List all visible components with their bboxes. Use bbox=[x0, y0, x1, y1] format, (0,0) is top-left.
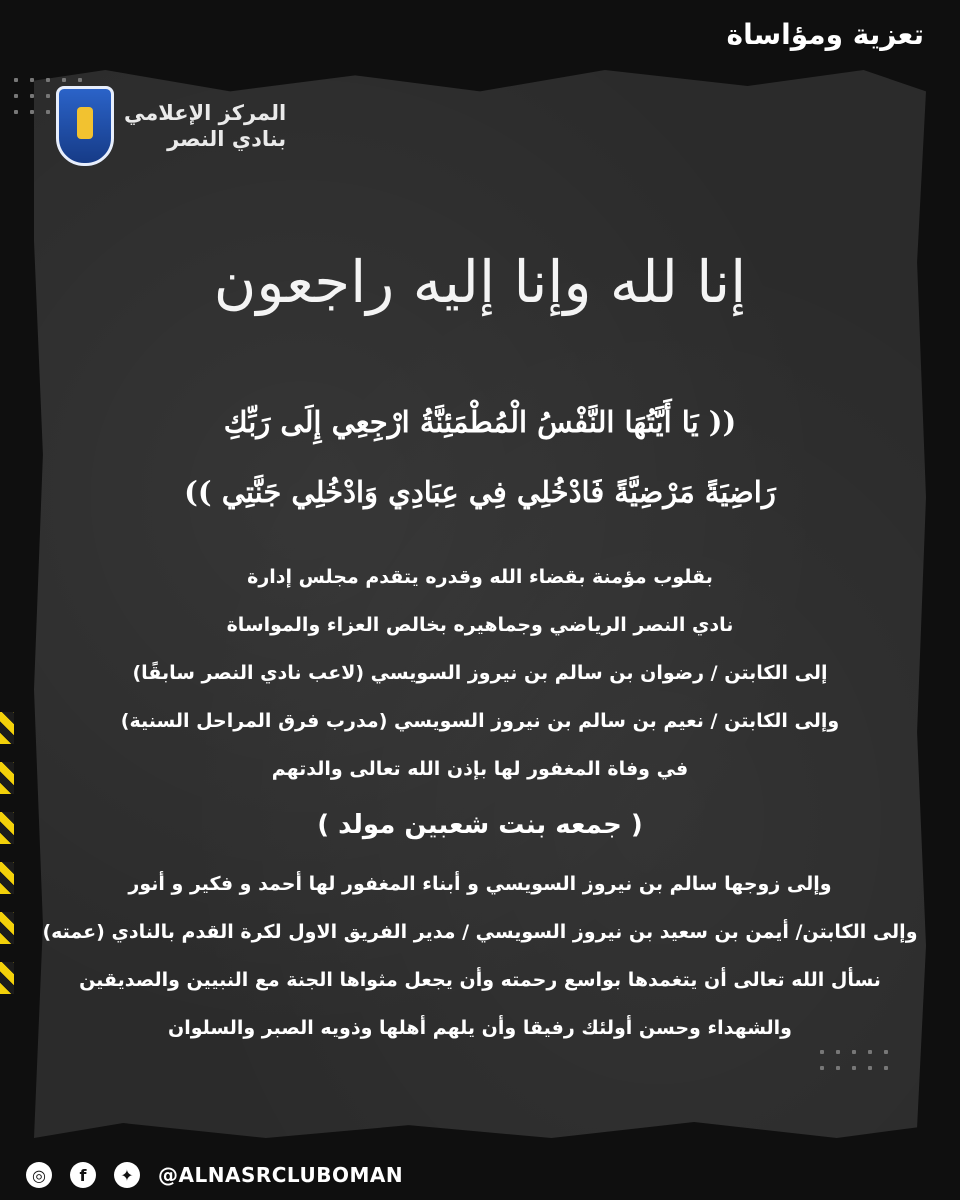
header-title: تعزية ومؤاساة bbox=[726, 18, 924, 51]
logo-line-2: بنادي النصر bbox=[167, 127, 287, 151]
hazard-stripe bbox=[0, 762, 14, 794]
body-line-1: بقلوب مؤمنة بقضاء الله وقدره يتقدم مجلس إدارة bbox=[247, 566, 713, 588]
quran-verse-line-1: (( يَا أَيَّتُهَا النَّفْسُ الْمُطْمَئِنَّةُ ارْجِعِي إِلَى رَبِّكِ bbox=[223, 405, 737, 439]
body2-line-3: نسأل الله تعالى أن يتغمدها بواسع رحمته وأن يجعل مثواها الجنة مع النبيين والصديقين bbox=[79, 969, 881, 991]
body-line-3: إلى الكابتن / رضوان بن سالم بن نيروز السويسي (لاعب نادي النصر سابقًا) bbox=[132, 662, 828, 684]
dot-grid-right bbox=[820, 1050, 888, 1070]
body2-line-4: والشهداء وحسن أولئك رفيقا وأن يلهم أهلها وذويه الصبر والسلوان bbox=[167, 1017, 792, 1039]
body-line-2: نادي النصر الرياضي وجماهيره بخالص العزاء والمواساة bbox=[226, 614, 734, 636]
hazard-stripe bbox=[0, 962, 14, 994]
body2-line-2: وإلى الكابتن/ أيمن بن سعيد بن نيروز السويسي / مدير الفريق الاول لكرة القدم بالنادي (عمته) bbox=[42, 921, 918, 943]
logo-line-1: المركز الإعلامي bbox=[124, 101, 287, 125]
facebook-icon[interactable]: f bbox=[70, 1162, 96, 1188]
club-crest-icon bbox=[56, 86, 114, 166]
hazard-stripe bbox=[0, 912, 14, 944]
body-line-4: وإلى الكابتن / نعيم بن سالم بن نيروز السويسي (مدرب فرق المراحل السنية) bbox=[120, 710, 840, 732]
deceased-name: ( جمعه بنت شعبين مولد ) bbox=[317, 810, 643, 840]
hazard-stripe bbox=[0, 862, 14, 894]
twitter-icon[interactable]: ✦ bbox=[114, 1162, 140, 1188]
instagram-icon[interactable]: ◎ bbox=[26, 1162, 52, 1188]
social-footer bbox=[26, 1162, 403, 1188]
quran-verse-line-2: رَاضِيَةً مَرْضِيَّةً فَادْخُلِي فِي عِبَادِي وَادْخُلِي جَنَّتِي )) bbox=[184, 475, 776, 509]
calligraphy-verse: إنا لله وإنا إليه راجعون bbox=[213, 248, 747, 316]
hazard-stripe bbox=[0, 812, 14, 844]
media-center-label bbox=[124, 100, 286, 152]
social-handle[interactable]: @ALNASRCLUBOMAN bbox=[158, 1163, 404, 1187]
body-line-5: في وفاة المغفور لها بإذن الله تعالى والدتهم bbox=[271, 758, 689, 780]
body2-line-1: وإلى زوجها سالم بن نيروز السويسي و أبناء المغفور لها أحمد و فكير و أنور bbox=[128, 873, 832, 895]
club-branding bbox=[56, 86, 286, 166]
hazard-stripe bbox=[0, 712, 14, 744]
